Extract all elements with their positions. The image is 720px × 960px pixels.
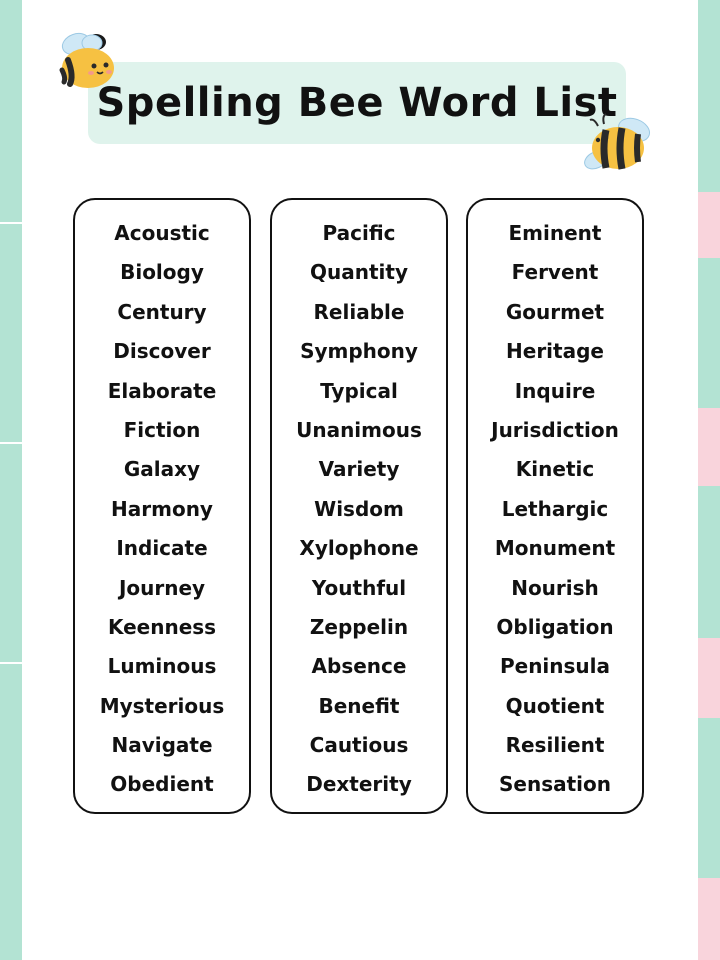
word-item: Galaxy xyxy=(123,457,201,482)
word-item: Typical xyxy=(320,378,398,403)
strip-segment xyxy=(698,486,720,638)
word-item: Harmony xyxy=(111,496,213,521)
word-item: Indicate xyxy=(116,536,208,561)
strip-segment xyxy=(698,718,720,878)
word-item: Fervent xyxy=(511,260,599,285)
word-item: Gourmet xyxy=(505,299,605,324)
word-item: Luminous xyxy=(107,654,217,679)
strip-segment xyxy=(0,664,22,960)
word-item: Wisdom xyxy=(314,496,404,521)
word-item: Symphony xyxy=(300,339,418,364)
right-decor-strip xyxy=(698,0,720,960)
strip-segment xyxy=(698,408,720,486)
word-item: Absence xyxy=(311,654,407,679)
word-item: Biology xyxy=(120,260,204,285)
word-item: Quotient xyxy=(505,693,605,718)
bee-icon xyxy=(54,30,120,92)
word-item: Obedient xyxy=(110,772,214,797)
word-item: Pacific xyxy=(322,221,396,245)
word-item: Quantity xyxy=(310,260,408,285)
word-item: Zeppelin xyxy=(309,614,409,639)
word-item: Elaborate xyxy=(107,378,217,403)
strip-segment xyxy=(698,258,720,408)
strip-segment xyxy=(698,878,720,960)
word-item: Keenness xyxy=(107,614,217,639)
word-item: Eminent xyxy=(508,221,602,245)
word-list xyxy=(272,200,446,805)
word-item: Journey xyxy=(118,575,206,600)
word-item: Lethargic xyxy=(501,496,609,521)
word-item: Peninsula xyxy=(499,654,611,679)
word-item: Youthful xyxy=(311,575,407,600)
word-item: Reliable xyxy=(313,299,405,324)
word-column-1 xyxy=(73,198,251,814)
word-item: Century xyxy=(117,299,207,324)
word-item: Obligation xyxy=(496,614,614,639)
word-item: Xylophone xyxy=(299,536,419,561)
strip-segment xyxy=(698,192,720,258)
word-item: Kinetic xyxy=(515,457,595,482)
word-item: Unanimous xyxy=(296,417,422,442)
word-item: Acoustic xyxy=(114,221,210,245)
word-item: Mysterious xyxy=(99,693,225,718)
left-decor-strip xyxy=(0,0,22,960)
strip-segment xyxy=(0,0,22,222)
word-item: Navigate xyxy=(111,733,213,758)
strip-segment xyxy=(698,0,720,192)
strip-segment xyxy=(698,638,720,718)
word-list xyxy=(468,200,642,805)
word-column-3 xyxy=(466,198,644,814)
word-column-2 xyxy=(270,198,448,814)
word-item: Sensation xyxy=(498,772,611,797)
word-item: Variety xyxy=(318,457,400,482)
word-item: Benefit xyxy=(318,693,400,718)
word-item: Fiction xyxy=(123,417,201,442)
word-list xyxy=(75,200,249,805)
word-item: Jurisdiction xyxy=(491,417,619,442)
page-title: Spelling Bee Word List xyxy=(96,80,618,126)
word-item: Cautious xyxy=(309,733,409,758)
word-item: Inquire xyxy=(514,378,596,403)
word-item: Nourish xyxy=(511,575,599,600)
bee-icon xyxy=(576,112,658,182)
word-item: Monument xyxy=(494,536,616,561)
word-item: Dexterity xyxy=(306,772,412,797)
word-item: Heritage xyxy=(506,339,604,364)
word-item: Resilient xyxy=(505,733,605,758)
strip-segment xyxy=(0,224,22,442)
strip-segment xyxy=(0,444,22,662)
word-item: Discover xyxy=(113,339,211,364)
